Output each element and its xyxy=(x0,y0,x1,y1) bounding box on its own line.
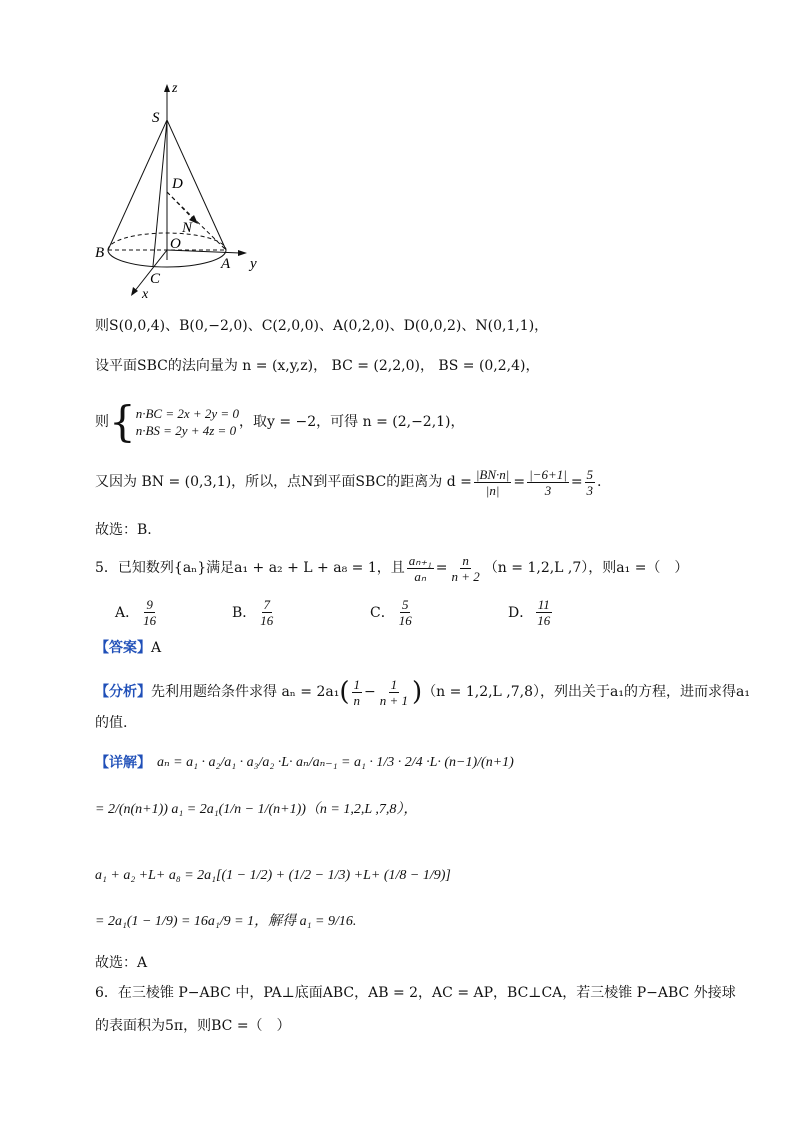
answer-tag: 【答案】 xyxy=(95,640,151,656)
q4-choice: 故选：B. xyxy=(95,522,152,538)
option-numerator: 7 xyxy=(263,596,271,612)
analysis-frac-2: $\frac{1}{n + 1}$ xyxy=(379,676,409,708)
q5-ratio-equals: = xyxy=(435,560,448,576)
label-z: z xyxy=(172,81,178,96)
system-equations xyxy=(136,405,239,439)
label-N: N xyxy=(182,220,193,236)
distance-denominator: |n| xyxy=(485,482,500,498)
distance-numerator: |BN·n| xyxy=(475,466,510,482)
detail-tag: 【详解】 xyxy=(95,755,151,771)
q5-detail-line3: a₁ + a₂ +L+ a₈ = 2a₁[(1 − 1/2) + (1/2 − 1/3) +L+ (1/8 − 1/9)] xyxy=(95,868,451,883)
q5-option-a[interactable] xyxy=(115,592,160,632)
vector-DN xyxy=(167,192,194,220)
label-C: C xyxy=(150,271,161,287)
generator-SC xyxy=(153,120,167,266)
option-fraction xyxy=(397,597,414,628)
system-eq-1: n·BC = 2x + 2y = 0 xyxy=(135,406,239,421)
distance-denominator-2: 3 xyxy=(544,482,552,498)
q6-line1: 6．在三棱锥 P−ABC 中，PA⊥底面ABC，AB = 2，AC = AP，BC⊥CA，若三棱锥 P−ABC 外接球 xyxy=(95,985,736,1001)
label-O: O xyxy=(170,236,181,252)
option-numerator: 9 xyxy=(146,596,153,612)
answer-value: A xyxy=(151,640,162,656)
q5-detail-line1 xyxy=(95,746,514,780)
option-denominator: 16 xyxy=(537,612,551,628)
label-D: D xyxy=(172,176,183,192)
q5-ratio-fraction xyxy=(407,553,434,584)
z-axis-arrow xyxy=(164,84,170,92)
label-A: A xyxy=(221,256,231,272)
distance-prefix: 又因为 BN = (0,3,1)，所以，点N到平面SBC的距离为 d = xyxy=(95,474,472,490)
q5-ratio-numerator: aₙ₊₁ xyxy=(408,552,432,568)
analysis-tag: 【分析】 xyxy=(95,684,151,700)
option-fraction xyxy=(258,597,275,628)
system-prefix: 则 xyxy=(95,414,109,430)
distance-fraction xyxy=(474,467,512,498)
q5-rhs-numerator: n xyxy=(462,552,469,568)
option-label: B． xyxy=(232,605,257,621)
option-denominator: 16 xyxy=(398,612,412,628)
q5-choice: 故选：A xyxy=(95,955,148,971)
analysis-part-b: （n = 1,2,L ,7,8），列出关于a₁的方程，进而求得a₁ xyxy=(422,684,750,700)
q6-line2: 的表面积为5π，则BC =（ ） xyxy=(95,1018,291,1034)
q5-option-b[interactable] xyxy=(232,592,277,632)
q5-detail-line4: = 2a₁(1 − 1/9) = 16a₁/9 = 1，解得 a₁ = 9/16. xyxy=(95,914,357,929)
distance-result xyxy=(585,467,596,498)
option-label: D． xyxy=(508,605,534,621)
q5-ratio-denominator: aₙ xyxy=(414,568,427,584)
analysis-part-a: 先利用题给条件求得 aₙ = 2a₁ xyxy=(151,684,340,700)
distance-result-numerator: 5 xyxy=(586,466,594,482)
option-label: C． xyxy=(370,605,395,621)
distance-result-denominator: 3 xyxy=(586,482,594,498)
system-suffix: ，取y = −2，可得 n = (2,−2,1)， xyxy=(238,414,465,430)
q5-answer xyxy=(95,638,161,658)
q5-rhs-denominator: n + 2 xyxy=(451,568,480,584)
option-denominator: 16 xyxy=(143,612,157,628)
q5-option-c[interactable] xyxy=(370,592,416,632)
label-B: B xyxy=(95,245,105,261)
label-x: x xyxy=(142,287,149,302)
cone-figure xyxy=(90,80,280,305)
option-label: A． xyxy=(115,605,140,621)
analysis-paren-close: ) xyxy=(412,677,423,707)
normal-vector-line: 设平面SBC的法向量为 n = (x,y,z)， BC = (2,2,0)， BS = (0,2,4)， xyxy=(95,358,540,374)
system-brace: { xyxy=(109,397,136,446)
distance-numerator-2: |−6+1| xyxy=(529,466,567,482)
distance-line: 又因为 BN = (0,3,1)，所以，点N到平面SBC的距离为 d = $\frac{|BN\cdot n|}{|n|}$ = $\frac{|-6+1|}{3}$ = $\frac{5}{3}$ . xyxy=(95,466,602,498)
coordinates-line: 则S(0,0,4)、B(0,−2,0)、C(2,0,0)、A(0,2,0)、D(0,0,2)、N(0,1,1)， xyxy=(95,318,549,334)
generator-SB xyxy=(108,120,167,250)
q5-stem xyxy=(95,548,688,588)
option-numerator: 11 xyxy=(537,596,550,612)
q5-stem-part-a: 5．已知数列{aₙ}满足a₁ + a₂ + L + a₈ = 1，且 xyxy=(95,560,405,576)
analysis-paren-open: ( xyxy=(339,677,350,707)
analysis-frac-1: $\frac{1}{n}$ xyxy=(353,676,361,708)
detail-line1-text: aₙ = a₁ · a₂/a₁ · a₃/a₂ ·L· aₙ/aₙ₋₁ = a₁ · 1/3 · 2/4 ·L· (n−1)/(n+1) xyxy=(157,755,514,770)
q5-stem-part-b: （n = 1,2,L ,7），则a₁ =（ ） xyxy=(483,560,689,576)
label-y: y xyxy=(250,256,257,272)
q5-option-d[interactable] xyxy=(508,592,554,632)
y-axis-arrow xyxy=(238,250,247,256)
q5-analysis-cont: 的值. xyxy=(95,715,128,731)
option-denominator: 16 xyxy=(260,612,274,628)
option-fraction xyxy=(141,597,158,628)
option-numerator: 5 xyxy=(401,596,409,612)
distance-fraction-2 xyxy=(527,467,569,498)
equation-system xyxy=(95,397,465,446)
label-S: S xyxy=(152,110,160,126)
q5-analysis: 【分析】 先利用题给条件求得 aₙ = 2a₁ ( $\frac{1}{n}$ − $\frac{1}{n + 1}$ ) （n = 1,2,L ,7,8），列出关于a₁的方程，进而求得a₁ xyxy=(95,676,750,708)
system-eq-2: n·BS = 2y + 4z = 0 xyxy=(135,423,237,438)
q5-rhs-fraction xyxy=(450,553,482,584)
q5-detail-line2: = 2/(n(n+1)) a₁ = 2a₁(1/n − 1/(n+1))（n = 1,2,L ,7,8）， xyxy=(95,802,418,817)
option-fraction xyxy=(535,597,552,628)
